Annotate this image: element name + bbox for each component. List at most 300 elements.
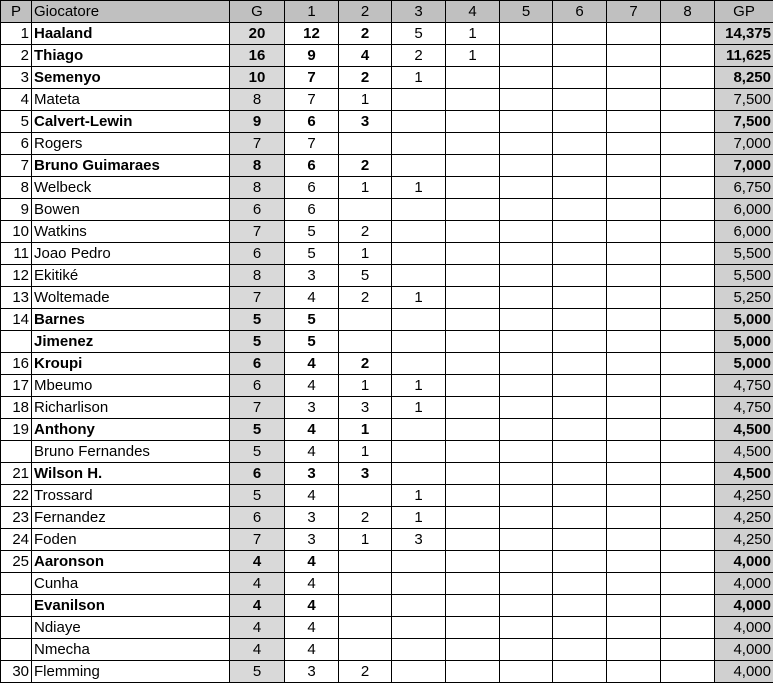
cell-col-8 (661, 309, 715, 331)
cell-gp: 5,250 (715, 287, 773, 309)
cell-col-1: 6 (285, 199, 339, 221)
cell-col-1: 3 (285, 661, 339, 683)
cell-col-7 (607, 221, 661, 243)
cell-col-3 (392, 309, 446, 331)
cell-position: 4 (1, 89, 32, 111)
cell-col-2: 2 (339, 507, 392, 529)
cell-col-7 (607, 573, 661, 595)
cell-col-1: 3 (285, 507, 339, 529)
cell-col-4 (446, 155, 500, 177)
cell-gp: 5,500 (715, 265, 773, 287)
cell-player: Bruno Fernandes (32, 441, 230, 463)
cell-col-6 (553, 45, 607, 67)
cell-col-6 (553, 243, 607, 265)
cell-col-8 (661, 265, 715, 287)
header-col-7: 7 (607, 1, 661, 23)
cell-position: 13 (1, 287, 32, 309)
cell-player: Joao Pedro (32, 243, 230, 265)
cell-gp: 4,250 (715, 529, 773, 551)
cell-col-1: 6 (285, 155, 339, 177)
cell-player: Jimenez (32, 331, 230, 353)
cell-col-6 (553, 331, 607, 353)
cell-games: 6 (230, 375, 285, 397)
cell-col-3 (392, 221, 446, 243)
cell-col-4 (446, 661, 500, 683)
cell-col-8 (661, 353, 715, 375)
cell-col-5 (500, 67, 553, 89)
cell-col-3 (392, 441, 446, 463)
cell-games: 6 (230, 463, 285, 485)
cell-gp: 7,000 (715, 133, 773, 155)
cell-position (1, 441, 32, 463)
cell-gp: 4,250 (715, 507, 773, 529)
table-row (1, 67, 773, 89)
cell-gp: 5,000 (715, 309, 773, 331)
cell-col-6 (553, 23, 607, 45)
cell-gp: 4,500 (715, 419, 773, 441)
cell-player: Barnes (32, 309, 230, 331)
cell-player: Kroupi (32, 353, 230, 375)
table-row (1, 309, 773, 331)
cell-col-6 (553, 111, 607, 133)
cell-col-2: 4 (339, 45, 392, 67)
cell-games: 6 (230, 243, 285, 265)
cell-player: Foden (32, 529, 230, 551)
cell-col-1: 3 (285, 529, 339, 551)
cell-col-7 (607, 507, 661, 529)
cell-gp: 6,000 (715, 199, 773, 221)
header-col-5: 5 (500, 1, 553, 23)
header-col-1: 1 (285, 1, 339, 23)
cell-position: 8 (1, 177, 32, 199)
cell-position: 14 (1, 309, 32, 331)
table-row (1, 573, 773, 595)
table-header-row (1, 1, 773, 23)
cell-col-5 (500, 595, 553, 617)
cell-position: 2 (1, 45, 32, 67)
cell-col-8 (661, 441, 715, 463)
cell-col-3 (392, 111, 446, 133)
cell-col-5 (500, 639, 553, 661)
cell-position: 17 (1, 375, 32, 397)
cell-col-2: 1 (339, 89, 392, 111)
cell-col-4 (446, 375, 500, 397)
cell-col-8 (661, 243, 715, 265)
cell-col-4 (446, 133, 500, 155)
cell-gp: 6,750 (715, 177, 773, 199)
cell-col-4 (446, 177, 500, 199)
cell-gp: 4,000 (715, 573, 773, 595)
cell-col-3 (392, 419, 446, 441)
cell-gp: 7,000 (715, 155, 773, 177)
cell-col-7 (607, 485, 661, 507)
cell-player: Ekitiké (32, 265, 230, 287)
cell-player: Wilson H. (32, 463, 230, 485)
cell-col-4 (446, 67, 500, 89)
table-row (1, 265, 773, 287)
cell-player: Richarlison (32, 397, 230, 419)
table-row (1, 639, 773, 661)
cell-col-4 (446, 551, 500, 573)
cell-col-4: 1 (446, 45, 500, 67)
cell-col-6 (553, 67, 607, 89)
cell-player: Evanilson (32, 595, 230, 617)
cell-position: 21 (1, 463, 32, 485)
cell-col-2: 2 (339, 23, 392, 45)
cell-col-6 (553, 155, 607, 177)
cell-col-1: 5 (285, 243, 339, 265)
cell-col-2 (339, 199, 392, 221)
cell-col-6 (553, 529, 607, 551)
cell-col-1: 6 (285, 111, 339, 133)
table-row (1, 111, 773, 133)
cell-position (1, 573, 32, 595)
table-row (1, 441, 773, 463)
cell-player: Nmecha (32, 639, 230, 661)
cell-col-4 (446, 485, 500, 507)
cell-col-7 (607, 595, 661, 617)
cell-col-5 (500, 111, 553, 133)
cell-col-7 (607, 441, 661, 463)
cell-col-8 (661, 639, 715, 661)
cell-games: 4 (230, 551, 285, 573)
cell-games: 10 (230, 67, 285, 89)
cell-games: 16 (230, 45, 285, 67)
cell-col-5 (500, 133, 553, 155)
cell-col-4: 1 (446, 23, 500, 45)
cell-col-6 (553, 507, 607, 529)
cell-col-4 (446, 243, 500, 265)
cell-col-3 (392, 243, 446, 265)
cell-player: Mateta (32, 89, 230, 111)
cell-player: Calvert-Lewin (32, 111, 230, 133)
cell-col-3: 1 (392, 177, 446, 199)
cell-position: 3 (1, 67, 32, 89)
cell-col-1: 3 (285, 463, 339, 485)
cell-games: 6 (230, 353, 285, 375)
cell-col-8 (661, 551, 715, 573)
cell-col-4 (446, 397, 500, 419)
cell-gp: 4,500 (715, 441, 773, 463)
cell-player: Bruno Guimaraes (32, 155, 230, 177)
cell-gp: 4,000 (715, 617, 773, 639)
header-position: P (1, 1, 32, 23)
table-row (1, 529, 773, 551)
cell-gp: 11,625 (715, 45, 773, 67)
table-row (1, 199, 773, 221)
cell-col-3 (392, 133, 446, 155)
cell-col-8 (661, 485, 715, 507)
cell-col-5 (500, 573, 553, 595)
cell-col-3: 1 (392, 287, 446, 309)
cell-gp: 8,250 (715, 67, 773, 89)
cell-col-5 (500, 331, 553, 353)
cell-col-4 (446, 199, 500, 221)
cell-gp: 4,500 (715, 463, 773, 485)
cell-col-6 (553, 375, 607, 397)
table-row (1, 419, 773, 441)
cell-col-2 (339, 639, 392, 661)
cell-col-8 (661, 617, 715, 639)
cell-col-2: 3 (339, 397, 392, 419)
cell-col-1: 4 (285, 573, 339, 595)
cell-col-1: 4 (285, 595, 339, 617)
header-col-6: 6 (553, 1, 607, 23)
cell-col-2: 2 (339, 661, 392, 683)
cell-position: 11 (1, 243, 32, 265)
cell-col-6 (553, 353, 607, 375)
cell-col-8 (661, 45, 715, 67)
cell-col-3: 1 (392, 397, 446, 419)
cell-col-1: 5 (285, 221, 339, 243)
cell-col-7 (607, 639, 661, 661)
cell-gp: 7,500 (715, 111, 773, 133)
table-row (1, 177, 773, 199)
cell-col-5 (500, 89, 553, 111)
cell-col-8 (661, 221, 715, 243)
cell-games: 5 (230, 331, 285, 353)
cell-col-1: 4 (285, 441, 339, 463)
cell-col-8 (661, 397, 715, 419)
cell-col-3 (392, 595, 446, 617)
cell-position: 19 (1, 419, 32, 441)
cell-col-3: 5 (392, 23, 446, 45)
cell-col-4 (446, 463, 500, 485)
cell-col-7 (607, 45, 661, 67)
cell-col-7 (607, 309, 661, 331)
cell-col-2: 3 (339, 111, 392, 133)
cell-col-4 (446, 287, 500, 309)
cell-position (1, 331, 32, 353)
table-row (1, 221, 773, 243)
cell-col-5 (500, 375, 553, 397)
cell-col-6 (553, 287, 607, 309)
cell-col-8 (661, 419, 715, 441)
cell-col-2: 2 (339, 221, 392, 243)
cell-col-8 (661, 23, 715, 45)
cell-col-8 (661, 573, 715, 595)
cell-col-5 (500, 353, 553, 375)
cell-col-1: 4 (285, 639, 339, 661)
cell-col-7 (607, 265, 661, 287)
cell-games: 8 (230, 177, 285, 199)
cell-col-1: 3 (285, 265, 339, 287)
cell-col-5 (500, 419, 553, 441)
cell-position (1, 617, 32, 639)
cell-gp: 5,500 (715, 243, 773, 265)
cell-position: 30 (1, 661, 32, 683)
cell-col-1: 7 (285, 133, 339, 155)
cell-col-5 (500, 397, 553, 419)
cell-col-1: 4 (285, 485, 339, 507)
cell-col-2 (339, 331, 392, 353)
cell-col-5 (500, 177, 553, 199)
cell-games: 5 (230, 309, 285, 331)
table-row (1, 463, 773, 485)
cell-player: Bowen (32, 199, 230, 221)
cell-col-3 (392, 661, 446, 683)
cell-col-7 (607, 551, 661, 573)
cell-col-1: 5 (285, 331, 339, 353)
cell-col-4 (446, 89, 500, 111)
cell-col-4 (446, 617, 500, 639)
table-row (1, 595, 773, 617)
cell-gp: 4,000 (715, 661, 773, 683)
cell-games: 4 (230, 573, 285, 595)
table-row (1, 551, 773, 573)
cell-col-3 (392, 573, 446, 595)
cell-col-5 (500, 265, 553, 287)
cell-col-3: 1 (392, 375, 446, 397)
cell-gp: 6,000 (715, 221, 773, 243)
cell-col-1: 4 (285, 287, 339, 309)
cell-col-8 (661, 529, 715, 551)
cell-position: 22 (1, 485, 32, 507)
cell-col-2 (339, 485, 392, 507)
table-row (1, 243, 773, 265)
cell-games: 8 (230, 265, 285, 287)
table-row (1, 155, 773, 177)
cell-col-2: 2 (339, 353, 392, 375)
cell-col-2: 1 (339, 177, 392, 199)
cell-games: 6 (230, 199, 285, 221)
cell-col-3: 1 (392, 67, 446, 89)
cell-col-2: 1 (339, 529, 392, 551)
cell-col-3: 1 (392, 507, 446, 529)
cell-games: 4 (230, 639, 285, 661)
cell-col-6 (553, 551, 607, 573)
cell-position: 1 (1, 23, 32, 45)
cell-col-1: 3 (285, 397, 339, 419)
cell-col-8 (661, 111, 715, 133)
cell-col-7 (607, 375, 661, 397)
cell-col-5 (500, 155, 553, 177)
cell-col-1: 4 (285, 419, 339, 441)
cell-col-4 (446, 331, 500, 353)
cell-col-7 (607, 243, 661, 265)
cell-col-1: 9 (285, 45, 339, 67)
cell-position: 10 (1, 221, 32, 243)
cell-col-2: 3 (339, 463, 392, 485)
cell-col-8 (661, 375, 715, 397)
table-row (1, 331, 773, 353)
table-row (1, 23, 773, 45)
cell-games: 9 (230, 111, 285, 133)
cell-col-3 (392, 617, 446, 639)
cell-player: Watkins (32, 221, 230, 243)
cell-col-2: 2 (339, 67, 392, 89)
cell-col-4 (446, 353, 500, 375)
cell-player: Rogers (32, 133, 230, 155)
cell-player: Welbeck (32, 177, 230, 199)
cell-col-3: 2 (392, 45, 446, 67)
cell-games: 20 (230, 23, 285, 45)
cell-col-7 (607, 155, 661, 177)
cell-games: 7 (230, 221, 285, 243)
cell-games: 5 (230, 441, 285, 463)
cell-col-6 (553, 265, 607, 287)
cell-col-7 (607, 331, 661, 353)
cell-col-6 (553, 309, 607, 331)
table-row (1, 485, 773, 507)
table-row (1, 89, 773, 111)
header-col-3: 3 (392, 1, 446, 23)
cell-col-5 (500, 463, 553, 485)
cell-col-3: 1 (392, 485, 446, 507)
cell-col-2 (339, 595, 392, 617)
cell-player: Anthony (32, 419, 230, 441)
cell-col-8 (661, 199, 715, 221)
cell-position: 23 (1, 507, 32, 529)
cell-col-5 (500, 45, 553, 67)
cell-col-5 (500, 309, 553, 331)
cell-gp: 4,000 (715, 639, 773, 661)
cell-games: 7 (230, 133, 285, 155)
header-col-8: 8 (661, 1, 715, 23)
header-col-4: 4 (446, 1, 500, 23)
cell-gp: 5,000 (715, 353, 773, 375)
cell-col-7 (607, 287, 661, 309)
cell-col-3 (392, 551, 446, 573)
cell-col-7 (607, 23, 661, 45)
cell-col-5 (500, 243, 553, 265)
cell-col-8 (661, 155, 715, 177)
cell-position: 9 (1, 199, 32, 221)
cell-col-2: 1 (339, 375, 392, 397)
cell-position: 24 (1, 529, 32, 551)
cell-col-2 (339, 617, 392, 639)
cell-col-6 (553, 617, 607, 639)
cell-col-8 (661, 463, 715, 485)
cell-col-4 (446, 507, 500, 529)
cell-col-6 (553, 661, 607, 683)
cell-col-1: 4 (285, 353, 339, 375)
cell-player: Trossard (32, 485, 230, 507)
cell-position: 18 (1, 397, 32, 419)
cell-col-4 (446, 529, 500, 551)
cell-col-6 (553, 463, 607, 485)
header-col-2: 2 (339, 1, 392, 23)
cell-col-4 (446, 309, 500, 331)
cell-col-3 (392, 89, 446, 111)
cell-games: 5 (230, 485, 285, 507)
table-row (1, 661, 773, 683)
cell-col-7 (607, 661, 661, 683)
cell-col-6 (553, 397, 607, 419)
cell-col-7 (607, 463, 661, 485)
cell-col-6 (553, 133, 607, 155)
cell-col-3: 3 (392, 529, 446, 551)
cell-col-5 (500, 221, 553, 243)
cell-col-3 (392, 331, 446, 353)
cell-games: 4 (230, 617, 285, 639)
cell-col-1: 4 (285, 375, 339, 397)
cell-col-7 (607, 133, 661, 155)
cell-col-8 (661, 661, 715, 683)
cell-player: Semenyo (32, 67, 230, 89)
cell-position: 16 (1, 353, 32, 375)
cell-position: 12 (1, 265, 32, 287)
cell-col-8 (661, 507, 715, 529)
cell-col-7 (607, 177, 661, 199)
cell-col-1: 5 (285, 309, 339, 331)
cell-col-4 (446, 265, 500, 287)
cell-player: Fernandez (32, 507, 230, 529)
cell-player: Flemming (32, 661, 230, 683)
cell-position: 25 (1, 551, 32, 573)
cell-position: 7 (1, 155, 32, 177)
table-row (1, 397, 773, 419)
